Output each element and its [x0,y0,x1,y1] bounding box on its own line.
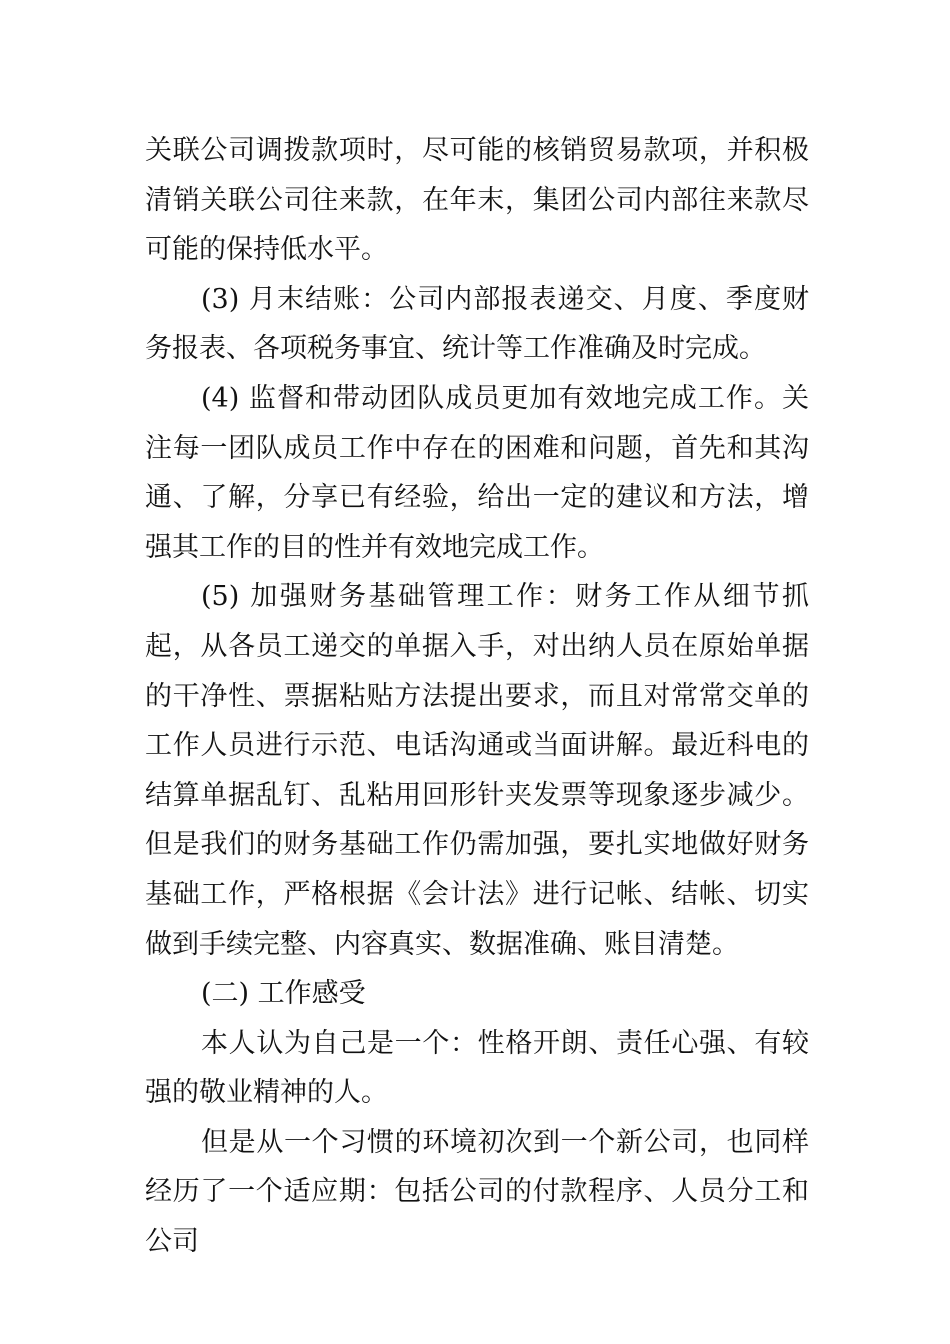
section-heading: (二) 工作感受 [201,978,366,1010]
paragraph-1: 关联公司调拨款项时，尽可能的核销贸易款项，并积极清销关联公司往来款，在年末，集团公司内部往来款尽可能的保持低水平。 [145,135,809,266]
paragraph-4: (5) 加强财务基础管理工作：财务工作从细节抓起，从各员工递交的单据入手，对出纳人员在原始单据的干净性、票据粘贴方法提出要求，而且对常常交单的工作人员进行示范、电话沟通或当面讲解。最近科电的结算单据乱钉、乱粘用回形针夹发票等现象逐步减少。但是我们的财务基础工作仍需加强，要扎实地做好财务基础工作，严格根据《会计法》进行记帐、结帐、切实做到手续完整、内容真实、数据准确、账目清楚。 [145,581,809,960]
body-text [145,126,809,1267]
paragraph-3: (4) 监督和带动团队成员更加有效地完成工作。关注每一团队成员工作中存在的困难和问题，首先和其沟通、了解，分享已有经验，给出一定的建议和方法，增强其工作的目的性并有效地完成工作。 [145,382,809,563]
paragraph-6: 但是从一个习惯的环境初次到一个新公司，也同样经历了一个适应期：包括公司的付款程序、人员分工和公司 [145,1126,809,1258]
paragraph-2: (3) 月末结账：公司内部报表递交、月度、季度财务报表、各项税务事宜、统计等工作准确及时完成。 [145,283,809,365]
paragraph-5: 本人认为自己是一个：性格开朗、责任心强、有较强的敬业精神的人。 [145,1027,809,1109]
